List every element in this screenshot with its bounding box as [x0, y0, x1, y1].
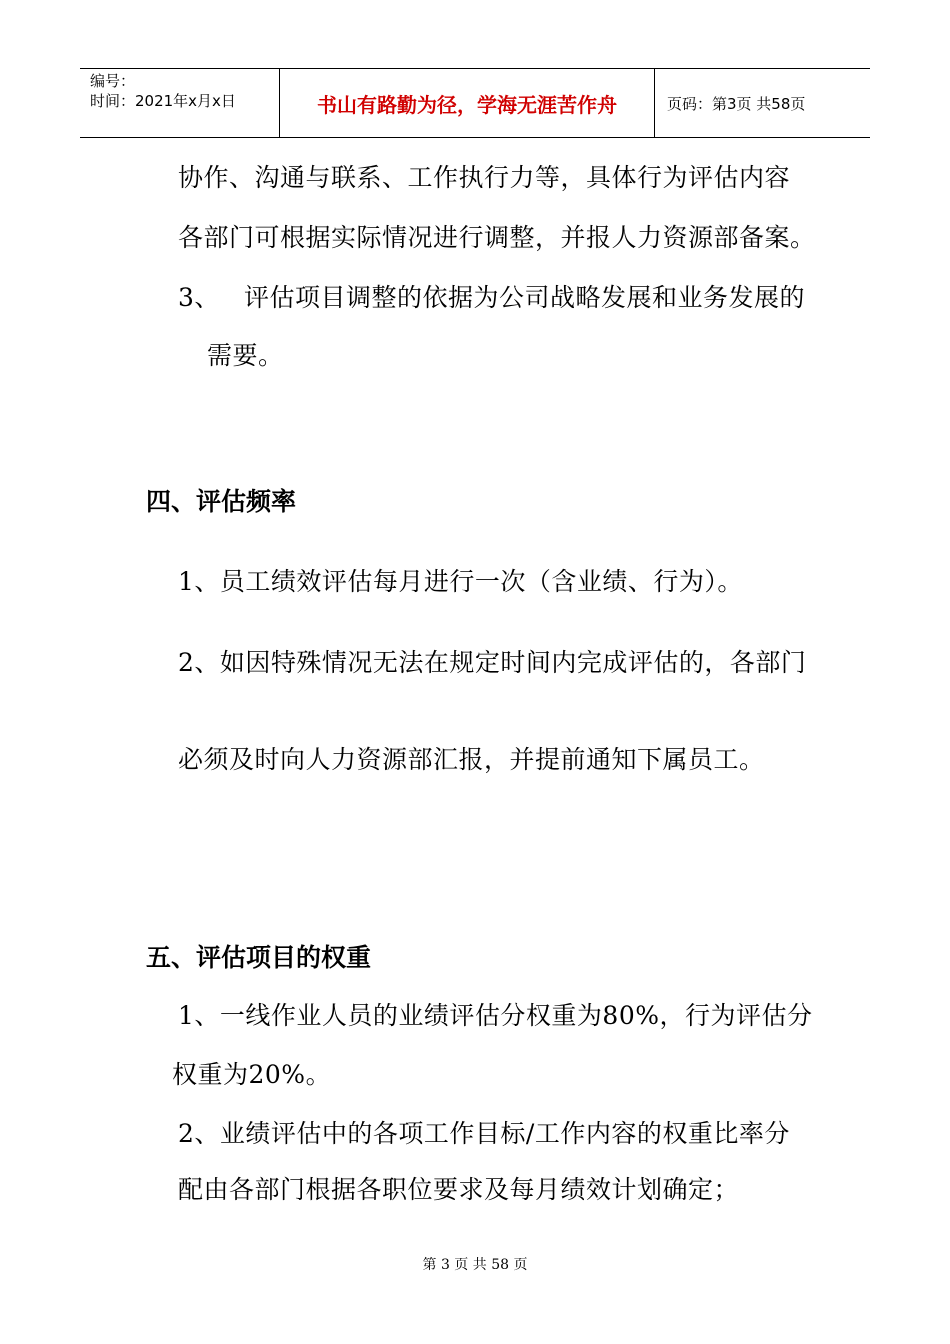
section-heading: 五、评估项目的权重 — [146, 943, 372, 972]
header-motto: 书山有路勤为径，学海无涯苦作舟 — [280, 69, 655, 137]
page-footer: 第 3 页 共 58 页 — [422, 1257, 528, 1273]
section-heading: 四、评估频率 — [146, 487, 297, 516]
paragraph-line: 各部门可根据实际情况进行调整，并报人力资源部备案。 — [178, 223, 816, 252]
list-number: 3、 — [178, 283, 220, 312]
paragraph-line: 必须及时向人力资源部汇报，并提前通知下属员工。 — [178, 745, 765, 774]
paragraph-line: 需要。 — [207, 341, 284, 370]
paragraph-line: 2、业绩评估中的各项工作目标/工作内容的权重比率分 — [178, 1119, 790, 1148]
paragraph-line: 评估项目调整的依据为公司战略发展和业务发展的 — [244, 283, 806, 312]
paragraph-line: 2、如因特殊情况无法在规定时间内完成评估的，各部门 — [178, 648, 807, 677]
paragraph-line: 配由各部门根据各职位要求及每月绩效计划确定； — [178, 1175, 740, 1204]
doc-time-label: 时间：2021年x月x日 — [90, 92, 236, 110]
doc-number-label: 编号： — [90, 72, 136, 90]
header-meta — [80, 69, 280, 137]
header-page-info: 页码：第3页 共58页 — [667, 94, 806, 113]
paragraph-line: 权重为20%。 — [172, 1060, 332, 1089]
paragraph-line: 1、一线作业人员的业绩评估分权重为80%，行为评估分 — [178, 1001, 813, 1030]
paragraph-line: 1、员工绩效评估每月进行一次（含业绩、行为）。 — [178, 567, 743, 596]
page-header — [80, 68, 870, 138]
paragraph-line: 协作、沟通与联系、工作执行力等，具体行为评估内容 — [178, 163, 791, 192]
